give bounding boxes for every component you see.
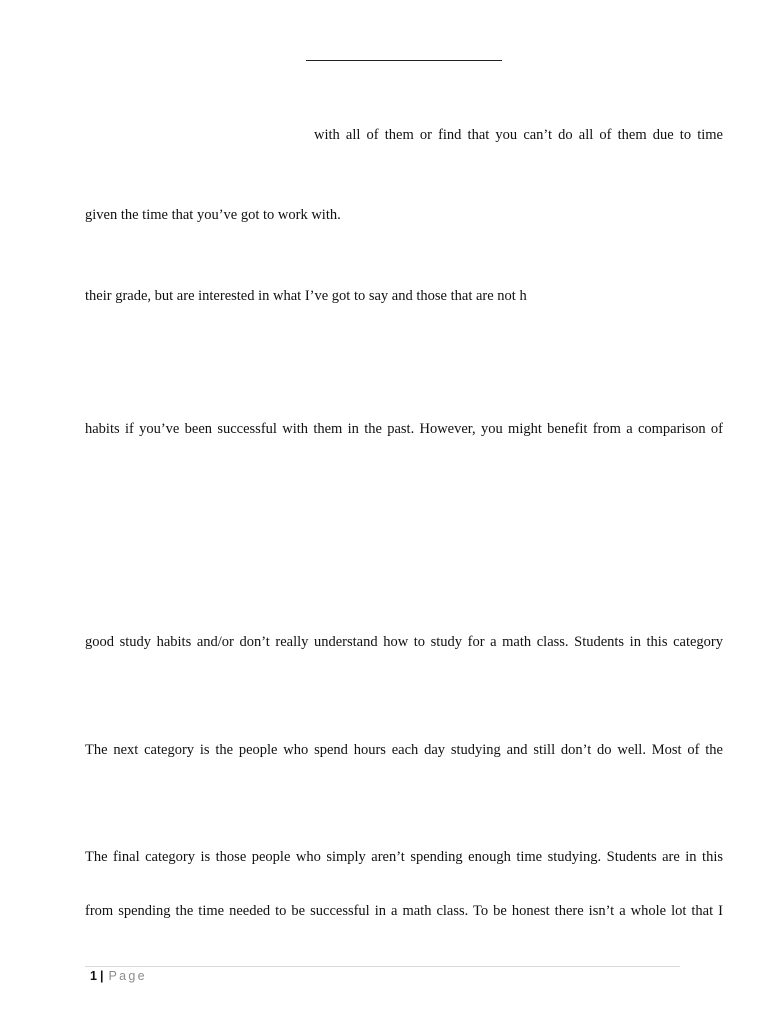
- text-line-1: with all of them or find that you can’t do all of them due to time: [314, 127, 723, 143]
- text-line-5: good study habits and/or don’t really understand how to study for a math class. Students in this category: [85, 634, 723, 650]
- page-footer: [90, 968, 147, 984]
- text-line-3: their grade, but are interested in what I’ve got to say and those that are not h: [85, 288, 527, 304]
- text-line-2: given the time that you’ve got to work with.: [85, 207, 341, 223]
- text-line-6: The next category is the people who spend hours each day studying and still don’t do well. Most of the: [85, 742, 723, 758]
- page-number: 1: [90, 969, 97, 983]
- text-line-4: habits if you’ve been successful with them in the past. However, you might benefit from a comparison of: [85, 421, 723, 437]
- text-line-7: The final category is those people who simply aren’t spending enough time studying. Students are in this: [85, 849, 723, 865]
- page-label: Page: [108, 969, 147, 983]
- text-line-8: from spending the time needed to be successful in a math class. To be honest there isn’t a whole lot that I: [85, 903, 723, 919]
- footer-rule: [85, 966, 680, 967]
- footer-separator: |: [99, 969, 104, 983]
- header-rule: [306, 60, 502, 61]
